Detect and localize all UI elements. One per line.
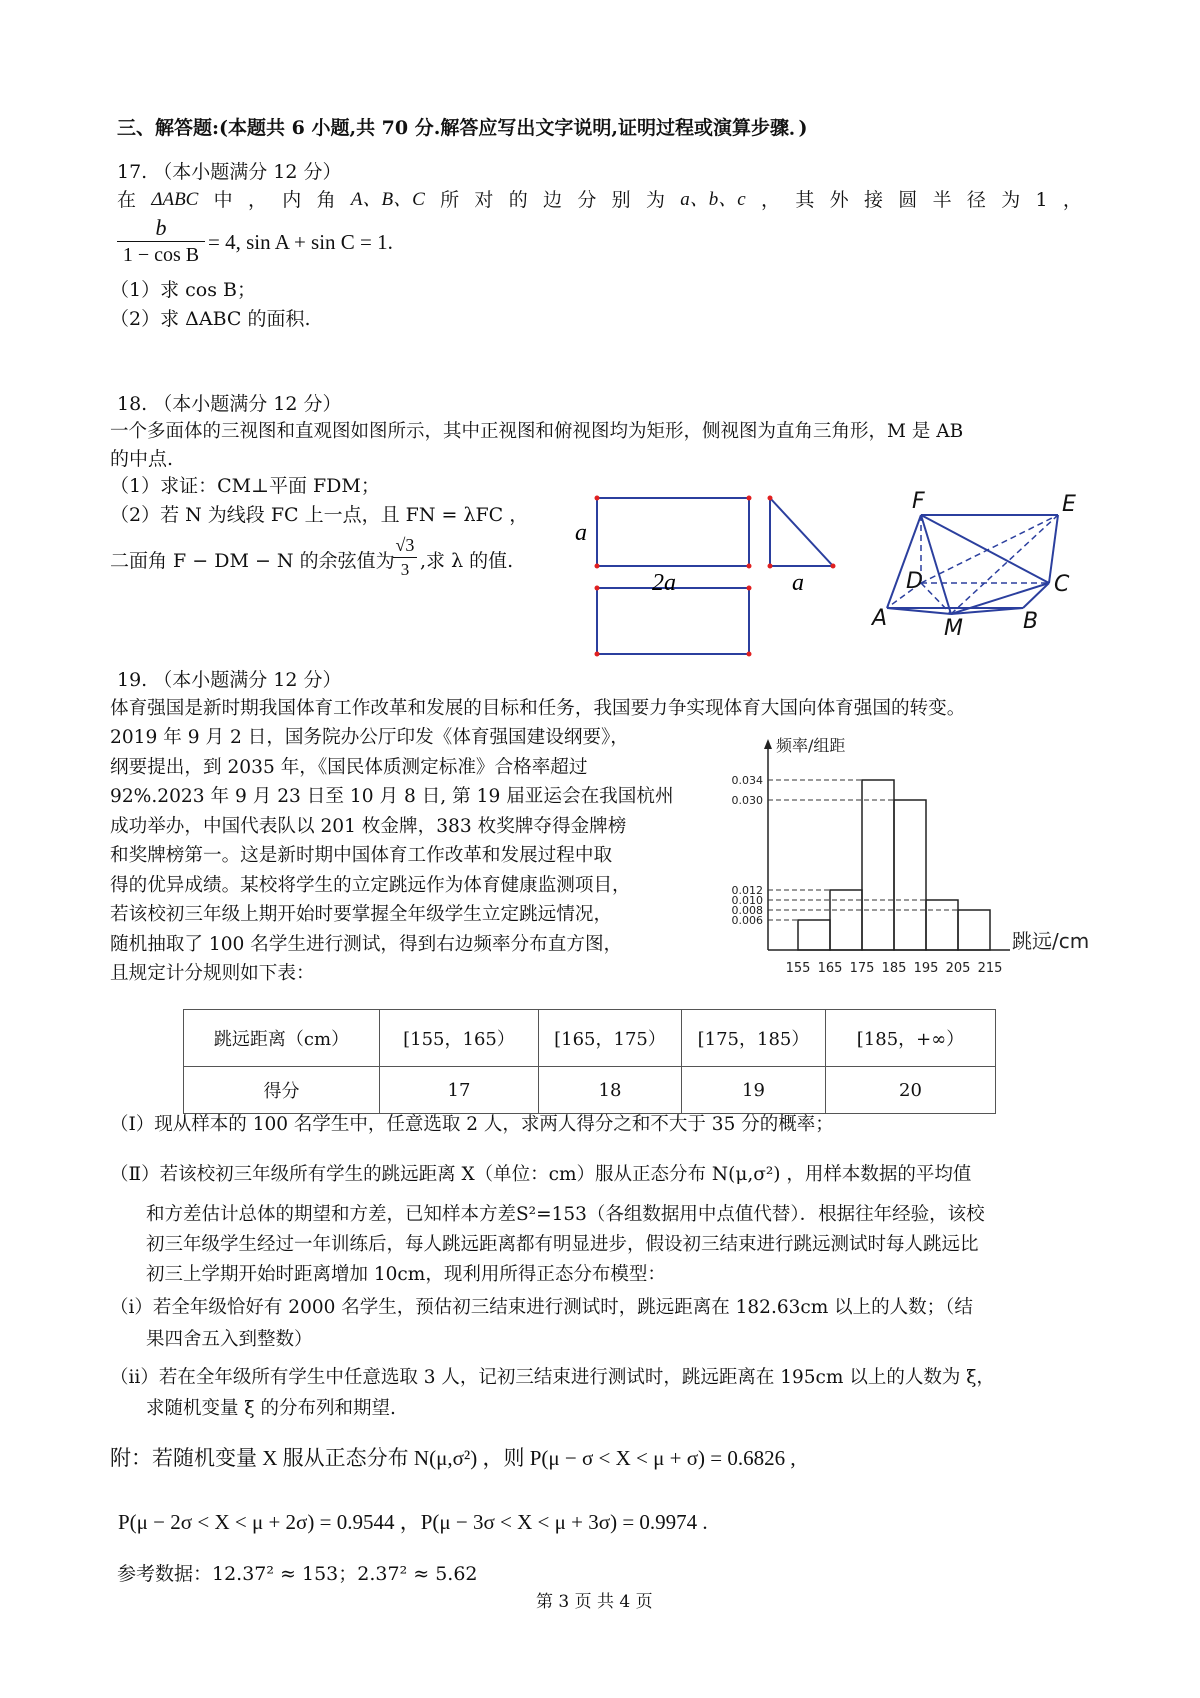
q19-appendix-1: 附：若随机变量 X 服从正态分布 N(μ,σ²) ，则 P(μ − σ < X < μ + σ) = 0.6826 , xyxy=(110,1446,796,1470)
q18-part2: （2）若 N 为线段 FC 上一点，且 FN = λFC ， xyxy=(110,504,529,526)
vertex-M: M xyxy=(944,616,963,638)
table-row xyxy=(184,1010,996,1067)
vertex-F: F xyxy=(912,489,925,514)
x-tick-label: 175 xyxy=(849,961,875,976)
q17-stem-token: 为 xyxy=(1001,189,1021,211)
q18-frac-den: 3 xyxy=(393,557,417,582)
q17-stem-token: 其 xyxy=(795,189,815,211)
q19-body-line: 2019 年 9 月 2 日，国务院办公厅印发《体育强国建设纲要》， xyxy=(110,727,629,748)
table-cell: 17 xyxy=(380,1067,539,1114)
q17-title: 17. （本小题满分 12 分） xyxy=(117,161,342,183)
q17-stem-token: 外 xyxy=(829,189,849,211)
vertex-A: A xyxy=(872,606,888,631)
q19-sub-ii-2: 求随机变量 ξ 的分布列和期望. xyxy=(146,1398,396,1419)
q17-stem-token: a、b、c xyxy=(680,189,746,210)
label-a-side: a xyxy=(792,570,804,596)
histogram-bar xyxy=(958,910,990,950)
q18-three-views xyxy=(570,490,850,670)
q17-part1: （1）求 cos B； xyxy=(110,279,256,301)
q18-part1: （1）求证：CM⊥平面 FDM； xyxy=(110,475,380,497)
q18-frac-num: √3 xyxy=(395,535,415,555)
q18-part2b-pre: 二面角 F − DM − N 的余弦值为 xyxy=(110,550,395,572)
q19-body-line: 随机抽取了 100 名学生进行测试，得到右边频率分布直方图， xyxy=(110,933,623,955)
q17-stem-token: A、B、C xyxy=(350,189,425,210)
q17-stem-token: 在 xyxy=(117,189,137,211)
q18-line2: 的中点. xyxy=(110,448,174,470)
q17-stem-token: 对 xyxy=(474,189,494,211)
q19-body-line: 纲要提出，到 2035 年，《国民体质测定标准》合格率超过 xyxy=(110,756,588,778)
x-axis-title: 跳远/cm xyxy=(1012,929,1090,953)
section-header xyxy=(117,116,807,140)
label-a-front: a xyxy=(575,520,587,546)
q19-sub-ii-1: （ⅱ）若在全年级所有学生中任意选取 3 人，记初三结束进行测试时，跳远距离在 195cm 以上的人数为 ξ， xyxy=(110,1367,995,1388)
q19-part-II-2: 和方差估计总体的期望和方差，已知样本方差S²=153（各组数据用中点值代替）．根据往年经验，该校 xyxy=(146,1204,985,1225)
q17-stem-token: ， xyxy=(247,189,267,211)
q17-stem-token: 为 xyxy=(645,189,665,211)
q17-stem-token: 分 xyxy=(577,189,597,211)
side-view-triangle xyxy=(770,498,833,566)
q18-frac xyxy=(393,533,417,582)
vertex-C: C xyxy=(1054,572,1070,597)
q19-appendix-2: P(μ − 2σ < X < μ + 2σ) = 0.9544 ，P(μ − 3σ < X < μ + 3σ) = 0.9974 . xyxy=(118,1510,708,1534)
score-table xyxy=(183,1009,996,1114)
page-footer: 第 3 页 共 4 页 xyxy=(536,1592,653,1612)
table-header-cell: [165，175） xyxy=(539,1010,682,1067)
q17-stem-token: 内 xyxy=(282,189,302,211)
q17-stem-token: 别 xyxy=(611,189,631,211)
q17-stem xyxy=(117,188,1082,212)
table-row xyxy=(184,1067,996,1114)
histogram-bar xyxy=(894,800,926,950)
q19-body-line: 且规定计分规则如下表： xyxy=(110,963,315,984)
q18-line1: 一个多面体的三视图和直观图如图所示，其中正视图和俯视图均为矩形，侧视图为直角三角形，M 是 AB xyxy=(110,421,964,442)
q17-part2: （2）求 ΔABC 的面积. xyxy=(110,308,311,330)
q17-stem-token: ， xyxy=(1062,189,1082,211)
q19-part-II-1: （Ⅱ）若该校初三年级所有学生的跳远距离 X（单位：cm）服从正态分布 N(μ,σ²) ，用样本数据的平均值 xyxy=(110,1164,972,1185)
q17-stem-token: 中 xyxy=(213,189,233,211)
q17-frac-denominator: 1 − cos B xyxy=(117,241,205,268)
front-view-rect xyxy=(597,498,749,566)
table-header-cell: [175，185） xyxy=(682,1010,826,1067)
q17-stem-token: 边 xyxy=(543,189,563,211)
q19-part-II-4: 初三上学期开始时距离增加 10cm，现利用所得正态分布模型： xyxy=(146,1264,666,1285)
table-cell: 19 xyxy=(682,1067,826,1114)
histogram-bar xyxy=(798,920,830,950)
q17-stem-token: 半 xyxy=(932,189,952,211)
q19-body-line: 成功举办，中国代表队以 201 枚金牌，383 枚奖牌夺得金牌榜 xyxy=(110,815,627,837)
histogram-bar xyxy=(830,890,862,950)
table-header-cell: 跳远距离（cm） xyxy=(184,1010,380,1067)
vertex-E: E xyxy=(1062,492,1076,517)
vertex-D: D xyxy=(906,569,923,594)
table-cell: 20 xyxy=(826,1067,996,1114)
table-header-cell: [155，165） xyxy=(380,1010,539,1067)
vertex-B: B xyxy=(1023,609,1039,634)
q19-reference: 参考数据：12.37² ≈ 153；2.37² ≈ 5.62 xyxy=(117,1563,478,1585)
q18-part2b-post: ,求 λ 的值. xyxy=(420,550,514,572)
x-tick-label: 185 xyxy=(881,961,907,976)
y-tick-label: 0.008 xyxy=(731,904,763,917)
q19-sub-i-1: （ⅰ）若全年级恰好有 2000 名学生，预估初三结束进行测试时，跳远距离在 182.63cm 以上的人数；（结 xyxy=(110,1297,973,1318)
q19-part-I: （Ⅰ）现从样本的 100 名学生中，任意选取 2 人，求两人得分之和不大于 35 分的概率； xyxy=(110,1114,834,1135)
q17-stem-token: 所 xyxy=(440,189,460,211)
q17-stem-token: ， xyxy=(761,189,781,211)
q17-stem-token: 径 xyxy=(966,189,986,211)
q19-part-II-3: 初三年级学生经过一年训练后，每人跳远距离都有明显进步，假设初三结束进行跳远测试时每人跳远比 xyxy=(146,1234,979,1255)
q17-stem-token: 接 xyxy=(863,189,883,211)
q17-stem-token: 1 xyxy=(1035,189,1048,211)
table-header-cell: [185，+∞） xyxy=(826,1010,996,1067)
y-axis-title: 频率/组距 xyxy=(776,736,846,755)
q17-condition: = 4, sin A + sin C = 1. xyxy=(208,230,393,254)
x-tick-label: 215 xyxy=(977,961,1003,976)
y-tick-label: 0.006 xyxy=(731,914,763,927)
histogram-bar xyxy=(926,900,958,950)
y-tick-label: 0.012 xyxy=(731,884,763,897)
q19-body-line: 92%.2023 年 9 月 23 日至 10 月 8 日, 第 19 届亚运会在我国杭州 xyxy=(110,786,674,807)
x-tick-label: 195 xyxy=(913,961,939,976)
q17-stem-token: 的 xyxy=(508,189,528,211)
histogram-chart xyxy=(710,735,1130,990)
histogram-bar xyxy=(862,780,894,950)
q18-solid-figure xyxy=(860,488,1090,638)
y-axis-arrow xyxy=(764,739,772,749)
section-header-label: 三、解答题:(本题共 6 小题,共 70 分.解答应写出文字说明,证明过程或演算步骤．) xyxy=(117,117,808,139)
q19-body-line: 得的优异成绩。某校将学生的立定跳远作为体育健康监测项目， xyxy=(110,874,631,896)
table-cell: 得分 xyxy=(184,1067,380,1114)
x-tick-label: 205 xyxy=(945,961,971,976)
table-cell: 18 xyxy=(539,1067,682,1114)
q19-sub-i-2: 果四舍五入到整数） xyxy=(146,1329,313,1350)
q19-body-line: 和奖牌榜第一。这是新时期中国体育工作改革和发展过程中取 xyxy=(110,845,613,866)
q17-stem-token: 圆 xyxy=(898,189,918,211)
q17-stem-token: 角 xyxy=(316,189,336,211)
y-tick-label: 0.010 xyxy=(731,894,763,907)
x-tick-label: 165 xyxy=(817,961,843,976)
top-view-rect xyxy=(597,588,749,654)
x-tick-label: 155 xyxy=(785,961,811,976)
q19-body-line: 若该校初三年级上期开始时要掌握全年级学生立定跳远情况， xyxy=(110,904,613,925)
q19-intro: 体育强国是新时期我国体育工作改革和发展的目标和任务，我国要力争实现体育大国向体育强国的转变。 xyxy=(110,698,966,719)
y-tick-label: 0.030 xyxy=(731,794,763,807)
y-tick-label: 0.034 xyxy=(731,774,763,787)
q18-title: 18. （本小题满分 12 分） xyxy=(117,393,342,415)
q17-stem-token: ΔABC xyxy=(151,189,199,210)
label-2a: 2a xyxy=(652,570,676,596)
q17-frac-numerator: b xyxy=(155,215,167,240)
q19-title: 19. （本小题满分 12 分） xyxy=(117,669,342,691)
q17-fraction xyxy=(117,215,205,268)
